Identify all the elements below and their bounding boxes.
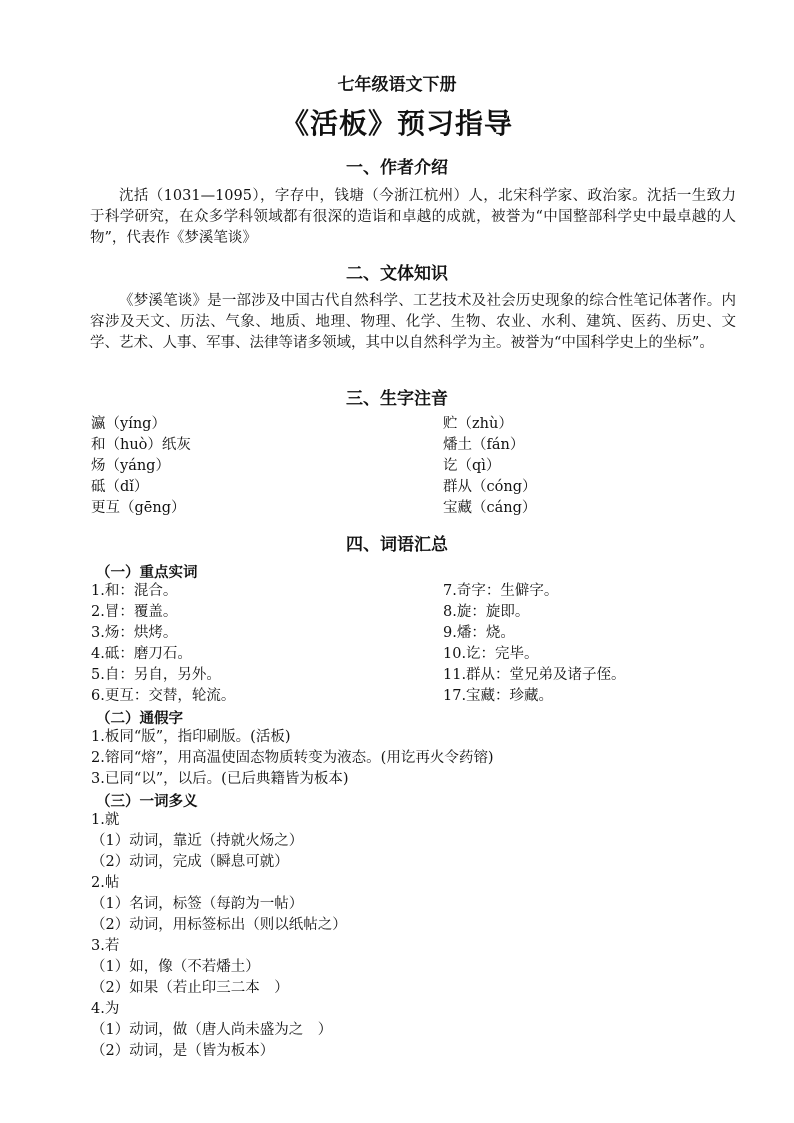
polysemy-line: （2）动词，完成（瞬息可就） [91, 854, 289, 870]
polysemy-line: （2）动词，是（皆为板本） [91, 1043, 275, 1059]
pronunciation-item: 瀛（yíng） [91, 416, 166, 432]
polysemy-line: （2）动词，用标签标出（则以纸帖之） [91, 917, 347, 933]
polysemy-line: （1）动词，靠近（持就火炀之） [91, 833, 304, 849]
section-heading-pronunciation: 三、生字注音 [346, 389, 448, 409]
author-paragraph: 沈括（1031—1095），字存中，钱塘（今浙江杭州）人，北宋科学家、政治家。沈括一生致力于科学研究，在众多学科领域都有很深的造诣和卓越的成就，被誉为“中国整部科学史中最卓越的人物”，代表作《梦溪笔谈》 [90, 188, 736, 246]
word-item: 5.自：另自，另外。 [91, 667, 221, 683]
tongjia-item: 3.已同“以”，以后。(已后典籍皆为板本) [91, 771, 349, 787]
pronunciation-item: 炀（yáng） [91, 458, 170, 474]
word-item: 11.群从：堂兄弟及诸子侄。 [443, 667, 626, 683]
word-item: 4.砥：磨刀石。 [91, 646, 192, 662]
polysemy-line: 2.帖 [91, 875, 120, 891]
subheading-polysemy: （三）一词多义 [96, 794, 198, 810]
pronunciation-item: 燔土（fán） [443, 437, 525, 453]
polysemy-line: （1）动词，做（唐人尚未盛为之 ） [91, 1022, 333, 1038]
word-item: 3.炀：烘烤。 [91, 625, 178, 641]
word-item: 9.燔：烧。 [443, 625, 515, 641]
section-heading-vocabulary: 四、词语汇总 [346, 535, 448, 555]
polysemy-line: （1）如，像（不若燔土） [91, 959, 260, 975]
tongjia-item: 1.板同“版”，指印刷版。(活板) [91, 729, 291, 745]
subheading-interchangeable-chars: （二）通假字 [96, 711, 183, 727]
word-item: 10.讫：完毕。 [443, 646, 539, 662]
tongjia-item: 2.镕同“熔”，用高温使固态物质转变为液态。(用讫再火令药镕) [91, 750, 494, 766]
pronunciation-item: 讫（qì） [443, 458, 501, 474]
pronunciation-item: 贮（zhù） [443, 416, 513, 432]
page-title: 《活板》预习指导 [280, 107, 513, 140]
section-heading-genre: 二、文体知识 [346, 264, 448, 284]
polysemy-line: （2）如果（若止印三二本 ） [91, 980, 289, 996]
genre-paragraph: 《梦溪笔谈》是一部涉及中国古代自然科学、工艺技术及社会历史现象的综合性笔记体著作。内容涉及天文、历法、气象、地质、地理、物理、化学、生物、农业、水利、建筑、医药、历史、文学、艺术、人事、军事、法律等诸多领域，其中以自然科学为主。被誉为“中国科学史上的坐标”。 [90, 293, 736, 351]
word-item: 8.旋：旋即。 [443, 604, 530, 620]
polysemy-line: 3.若 [91, 938, 120, 954]
pronunciation-item: 群从（cóng） [443, 479, 537, 495]
polysemy-line: 1.就 [91, 812, 120, 828]
section-heading-author: 一、作者介绍 [346, 158, 448, 178]
pronunciation-item: 和（huò）纸灰 [91, 437, 191, 453]
pronunciation-item: 更互（gēng） [91, 500, 186, 516]
word-item: 6.更互：交替，轮流。 [91, 688, 236, 704]
polysemy-line: （1）名词，标签（每韵为一帖） [91, 896, 304, 912]
pronunciation-item: 砥（dǐ） [91, 479, 149, 495]
word-item: 17.宝藏：珍藏。 [443, 688, 554, 704]
word-item: 2.冒：覆盖。 [91, 604, 178, 620]
word-item: 1.和：混合。 [91, 583, 178, 599]
grade-title: 七年级语文下册 [337, 75, 457, 95]
pronunciation-item: 宝藏（cáng） [443, 500, 537, 516]
word-item: 7.奇字：生僻字。 [443, 583, 559, 599]
subheading-key-words: （一）重点实词 [96, 565, 198, 581]
polysemy-line: 4.为 [91, 1001, 120, 1017]
